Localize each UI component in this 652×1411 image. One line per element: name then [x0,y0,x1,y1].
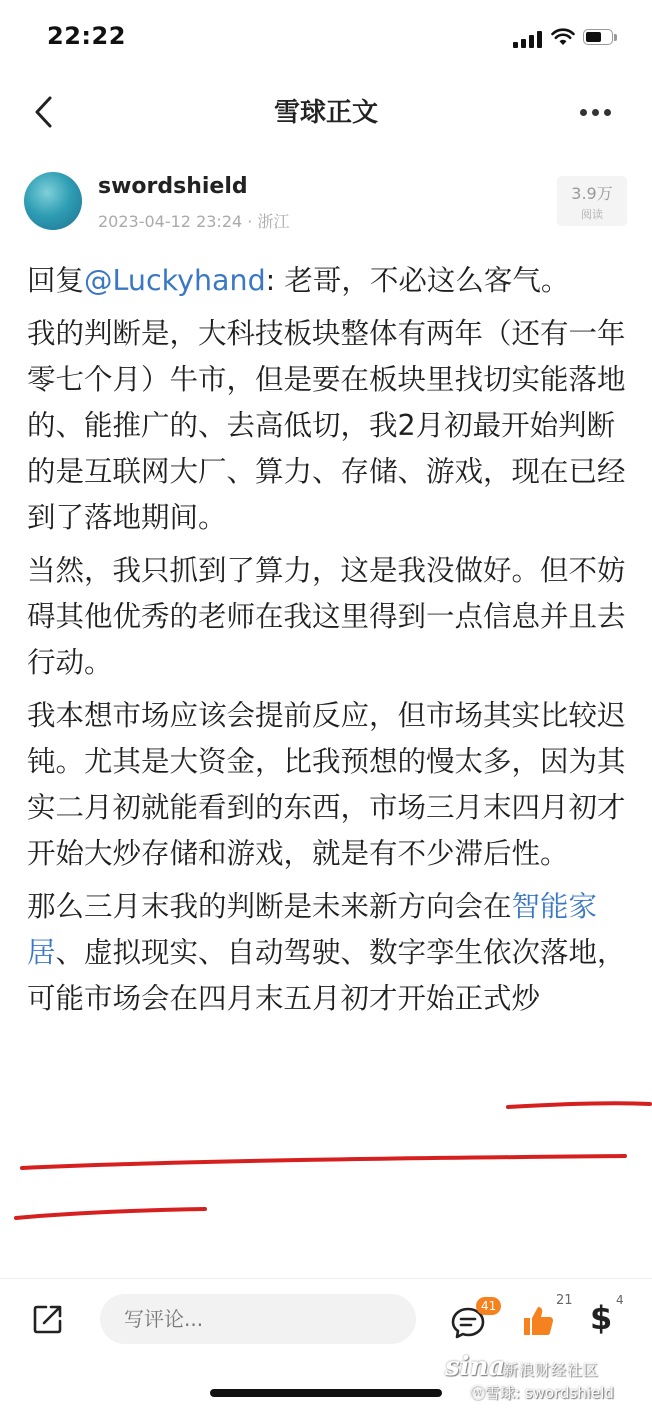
author-name[interactable]: swordshield [98,174,248,199]
post-body [27,258,632,1029]
read-count: 3.9万 [571,184,613,203]
read-count-label: 阅读 [581,208,603,221]
more-options-button[interactable] [568,92,622,132]
paragraph-new-direction: 那么三月末我的判断是未来新方向会在智能家居、虚拟现实、自动驾驶、数字孪生依次落地，可能市场会在四月末五月初才开始正式炒 [27,890,626,1015]
paragraph-reply: 回复@Luckyhand: 老哥，不必这么客气。 [27,264,570,297]
paragraph-judgement: 我的判断是，大科技板块整体有两年（还有一年零七个月）牛市，但是要在板块里找切实能落地的、能推广的、去高低切，我2月初最开始判断的是互联网大厂、算力、存储、游戏，现在已经到了落地期间。 [27,317,626,534]
bottom-action-bar [0,1278,652,1361]
share-icon [30,1301,66,1337]
read-count-badge [557,176,627,226]
thumbs-up-icon [520,1303,556,1339]
sina-logo: sina [445,1352,506,1382]
avatar[interactable] [24,172,82,230]
share-button[interactable] [30,1301,66,1337]
reward-button[interactable] [588,1295,632,1341]
home-indicator [210,1389,442,1397]
likes-count: 21 [556,1293,573,1308]
status-bar [0,0,652,80]
navigation-bar [0,80,652,142]
comments-button[interactable] [450,1297,498,1341]
more-dots-icon [580,109,587,116]
user-mention-link[interactable]: @Luckyhand [84,264,266,297]
page-title: 雪球正文 [273,98,378,128]
dollar-icon: $ [590,1299,613,1337]
status-time: 22:22 [47,22,126,50]
post-meta: 2023-04-12 23:24 · 浙江 [98,212,290,231]
rewards-count: 4 [616,1293,624,1307]
cellular-signal-icon [513,30,545,48]
sina-watermark [445,1352,645,1382]
paragraph-market: 我本想市场应该会提前反应，但市场其实比较迟钝。尤其是大资金，比我预想的慢太多，因为其实二月初就能看到的东西，市场三月末四月初才开始大炒存储和游戏，就是有不少滞后性。 [27,699,626,870]
paragraph-compute: 当然，我只抓到了算力，这是我没做好。但不妨碍其他优秀的老师在我这里得到一点信息并且去行动。 [27,554,626,679]
comment-input[interactable]: 写评论... [100,1294,416,1344]
wifi-icon [551,27,575,47]
author-row [0,162,652,242]
comments-count-badge: 41 [476,1297,501,1315]
topic-link-smart-home[interactable]: 智能家居 [27,890,598,969]
xueqiu-watermark: ⓦ雪球: swordshield [470,1384,614,1402]
sina-watermark-text: 新浪财经社区 [503,1361,600,1379]
battery-icon [583,29,619,47]
post-location: 浙江 [257,212,290,231]
like-button[interactable] [520,1295,574,1341]
post-date: 2023-04-12 23:24 [98,212,243,231]
